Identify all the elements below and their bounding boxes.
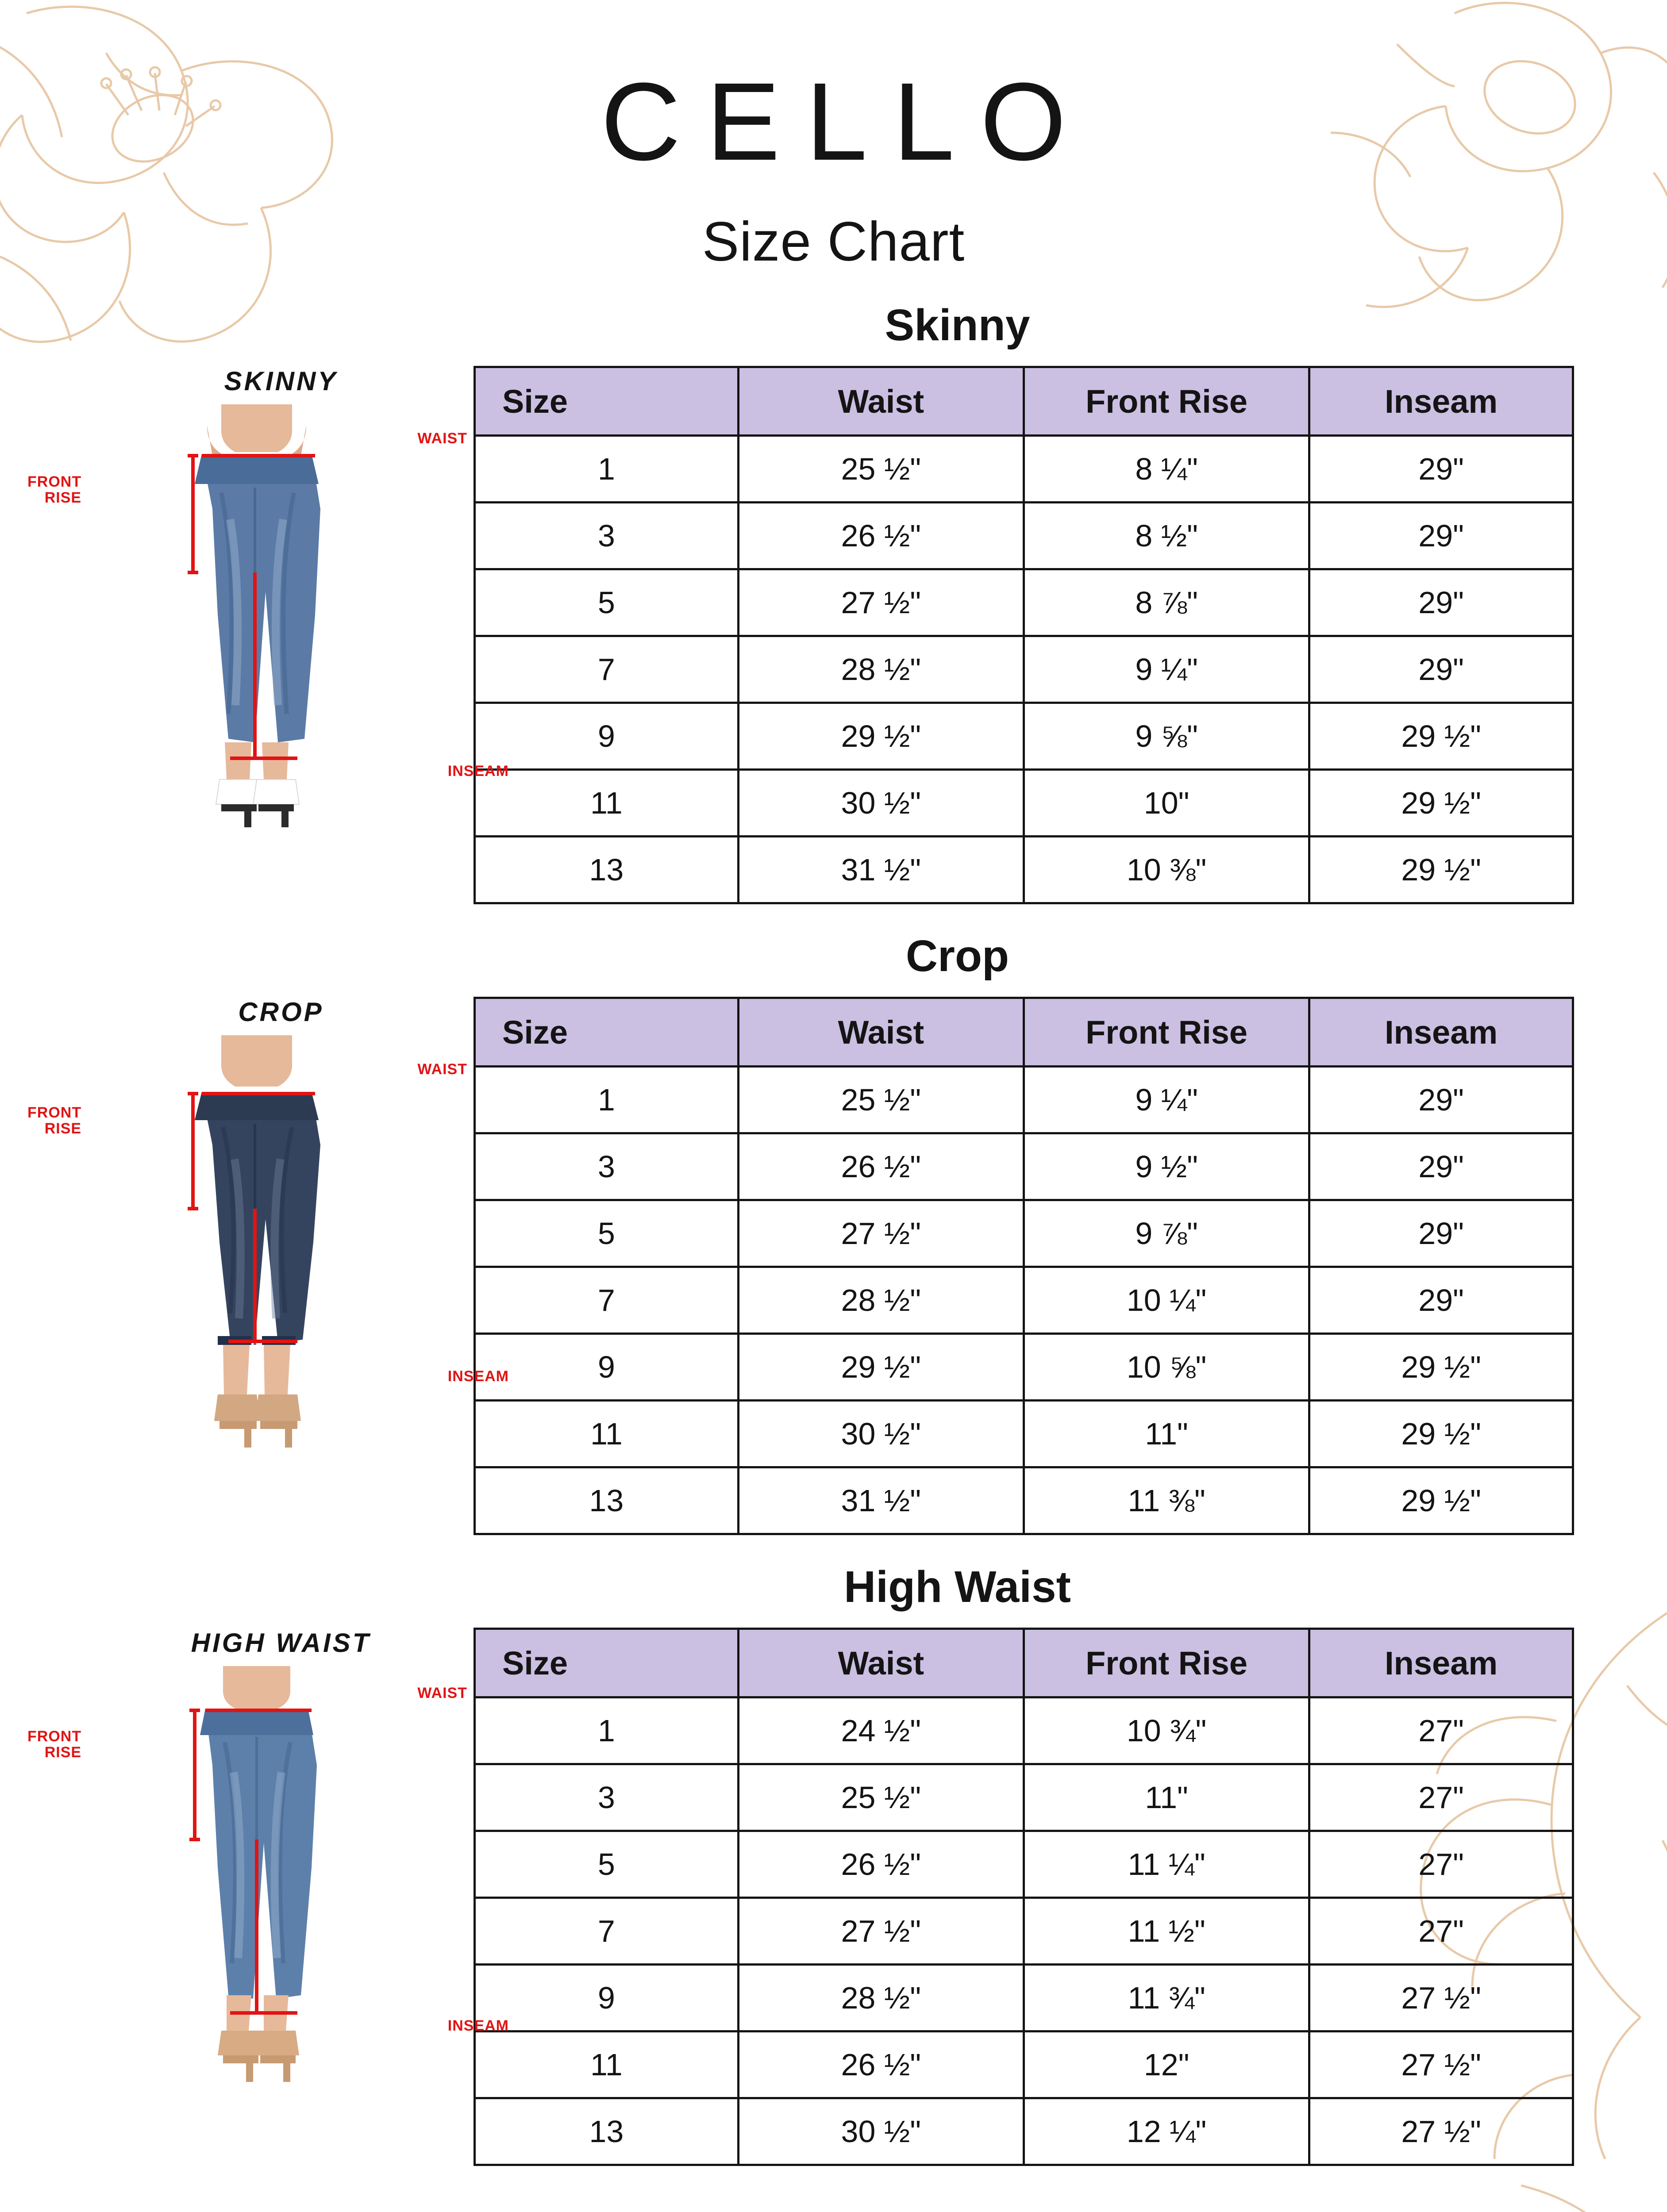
cell-waist: 25 ½" — [738, 1764, 1024, 1831]
cell-front-rise: 11 ¾" — [1024, 1965, 1309, 2032]
cell-waist: 29 ½" — [738, 1334, 1024, 1401]
figure-skinny — [0, 366, 509, 829]
cell-inseam: 27 ½" — [1309, 1965, 1573, 2032]
cell-size: 11 — [475, 2032, 739, 2098]
column-header-front-rise: Front Rise — [1024, 1629, 1309, 1697]
cell-inseam: 29" — [1309, 569, 1573, 636]
column-header-size: Size — [475, 367, 739, 436]
column-header-inseam: Inseam — [1309, 1629, 1573, 1697]
cell-waist: 30 ½" — [738, 2098, 1024, 2165]
figure-label-crop: CROP — [238, 997, 324, 1027]
table-row — [475, 1965, 1573, 2032]
table-row — [475, 1467, 1573, 1534]
cell-size: 5 — [475, 1200, 739, 1267]
cell-size: 11 — [475, 1401, 739, 1467]
cell-size: 9 — [475, 703, 739, 770]
cell-front-rise: 11 ⅜" — [1024, 1467, 1309, 1534]
size-table-high-waist — [474, 1628, 1574, 2166]
cell-waist: 25 ½" — [738, 436, 1024, 503]
column-header-waist: Waist — [738, 1629, 1024, 1697]
cell-size: 11 — [475, 770, 739, 837]
cell-size: 5 — [475, 1831, 739, 1898]
table-row — [475, 1067, 1573, 1133]
section-title-crop: Crop — [905, 931, 1009, 981]
size-table-crop — [474, 997, 1574, 1535]
size-table-skinny — [474, 366, 1574, 904]
cell-size: 1 — [475, 1697, 739, 1764]
cell-front-rise: 9 ⅝" — [1024, 703, 1309, 770]
cell-waist: 31 ½" — [738, 837, 1024, 903]
cell-inseam: 29 ½" — [1309, 837, 1573, 903]
cell-inseam: 29 ½" — [1309, 1467, 1573, 1534]
table-row — [475, 1764, 1573, 1831]
cell-size: 1 — [475, 1067, 739, 1133]
cell-waist: 27 ½" — [738, 1898, 1024, 1965]
column-header-size: Size — [475, 1629, 739, 1697]
table-row — [475, 837, 1573, 903]
measure-label-waist: WAIST — [417, 430, 467, 447]
cell-front-rise: 9 ¼" — [1024, 1067, 1309, 1133]
column-header-inseam: Inseam — [1309, 367, 1573, 436]
table-row — [475, 1697, 1573, 1764]
cell-inseam: 29" — [1309, 1267, 1573, 1334]
cell-inseam: 27" — [1309, 1831, 1573, 1898]
column-header-size: Size — [475, 998, 739, 1067]
cell-front-rise: 10 ¾" — [1024, 1697, 1309, 1764]
jeans-illustration-high-waist — [89, 1666, 425, 2091]
cell-inseam: 27 ½" — [1309, 2032, 1573, 2098]
table-header-row — [475, 998, 1573, 1067]
column-header-waist: Waist — [738, 998, 1024, 1067]
measure-label-inseam: INSEAM — [447, 763, 509, 780]
column-header-front-rise: Front Rise — [1024, 367, 1309, 436]
cell-waist: 26 ½" — [738, 1831, 1024, 1898]
table-row — [475, 1831, 1573, 1898]
cell-inseam: 29" — [1309, 503, 1573, 569]
table-row — [475, 770, 1573, 837]
cell-inseam: 27" — [1309, 1764, 1573, 1831]
measure-label-inseam: INSEAM — [447, 2017, 509, 2035]
measure-label-inseam: INSEAM — [447, 1368, 509, 1385]
cell-size: 7 — [475, 1898, 739, 1965]
page-subtitle: Size Chart — [702, 211, 965, 273]
cell-size: 7 — [475, 1267, 739, 1334]
cell-front-rise: 9 ⅞" — [1024, 1200, 1309, 1267]
cell-front-rise: 10 ⅜" — [1024, 837, 1309, 903]
cell-inseam: 27 ½" — [1309, 2098, 1573, 2165]
section-high-waist — [0, 1562, 1667, 2166]
cell-waist: 30 ½" — [738, 1401, 1024, 1467]
table-row — [475, 503, 1573, 569]
cell-size: 3 — [475, 1764, 739, 1831]
figure-label-skinny: SKINNY — [224, 366, 338, 396]
cell-size: 7 — [475, 636, 739, 703]
cell-front-rise: 8 ¼" — [1024, 436, 1309, 503]
jeans-illustration-skinny — [89, 404, 425, 829]
cell-inseam: 29" — [1309, 1067, 1573, 1133]
measure-label-waist: WAIST — [417, 1061, 467, 1078]
section-title-high-waist: High Waist — [844, 1562, 1071, 1612]
brand-title: CELLO — [601, 60, 1092, 183]
cell-inseam: 27" — [1309, 1697, 1573, 1764]
cell-inseam: 29 ½" — [1309, 1401, 1573, 1467]
cell-waist: 27 ½" — [738, 569, 1024, 636]
cell-waist: 26 ½" — [738, 503, 1024, 569]
table-row — [475, 569, 1573, 636]
cell-inseam: 29" — [1309, 1200, 1573, 1267]
table-row — [475, 636, 1573, 703]
figure-high-waist — [0, 1628, 509, 2091]
cell-waist: 26 ½" — [738, 2032, 1024, 2098]
cell-waist: 26 ½" — [738, 1133, 1024, 1200]
cell-size: 9 — [475, 1965, 739, 2032]
cell-front-rise: 11 ¼" — [1024, 1831, 1309, 1898]
measure-label-front-rise: FRONT RISE — [27, 473, 82, 506]
table-wrapper-high-waist — [474, 1628, 1667, 2166]
column-header-front-rise: Front Rise — [1024, 998, 1309, 1067]
measure-label-front-rise: FRONT RISE — [27, 1728, 82, 1761]
cell-waist: 30 ½" — [738, 770, 1024, 837]
section-title-skinny: Skinny — [885, 300, 1030, 350]
cell-front-rise: 9 ½" — [1024, 1133, 1309, 1200]
table-row — [475, 1898, 1573, 1965]
cell-front-rise: 10 ⅝" — [1024, 1334, 1309, 1401]
cell-size: 3 — [475, 1133, 739, 1200]
cell-size: 5 — [475, 569, 739, 636]
cell-front-rise: 8 ⅞" — [1024, 569, 1309, 636]
cell-waist: 28 ½" — [738, 636, 1024, 703]
table-row — [475, 2032, 1573, 2098]
cell-size: 13 — [475, 1467, 739, 1534]
cell-waist: 28 ½" — [738, 1267, 1024, 1334]
cell-waist: 28 ½" — [738, 1965, 1024, 2032]
cell-size: 9 — [475, 1334, 739, 1401]
cell-front-rise: 12 ¼" — [1024, 2098, 1309, 2165]
cell-front-rise: 12" — [1024, 2032, 1309, 2098]
cell-front-rise: 10 ¼" — [1024, 1267, 1309, 1334]
cell-front-rise: 11" — [1024, 1764, 1309, 1831]
table-row — [475, 1401, 1573, 1467]
section-crop — [0, 931, 1667, 1535]
column-header-waist: Waist — [738, 367, 1024, 436]
cell-size: 13 — [475, 2098, 739, 2165]
cell-inseam: 27" — [1309, 1898, 1573, 1965]
cell-front-rise: 11 ½" — [1024, 1898, 1309, 1965]
measure-label-front-rise: FRONT RISE — [27, 1104, 82, 1137]
cell-front-rise: 8 ½" — [1024, 503, 1309, 569]
jeans-illustration-crop — [89, 1035, 425, 1460]
cell-front-rise: 9 ¼" — [1024, 636, 1309, 703]
cell-size: 1 — [475, 436, 739, 503]
table-header-row — [475, 367, 1573, 436]
table-row — [475, 1200, 1573, 1267]
cell-inseam: 29" — [1309, 436, 1573, 503]
table-row — [475, 1133, 1573, 1200]
table-row — [475, 436, 1573, 503]
figure-label-high-waist: HIGH WAIST — [191, 1628, 371, 1658]
cell-front-rise: 11" — [1024, 1401, 1309, 1467]
cell-waist: 25 ½" — [738, 1067, 1024, 1133]
cell-inseam: 29 ½" — [1309, 703, 1573, 770]
cell-inseam: 29" — [1309, 636, 1573, 703]
cell-waist: 31 ½" — [738, 1467, 1024, 1534]
cell-waist: 27 ½" — [738, 1200, 1024, 1267]
table-row — [475, 1334, 1573, 1401]
cell-waist: 29 ½" — [738, 703, 1024, 770]
figure-crop — [0, 997, 509, 1460]
table-wrapper-skinny — [474, 366, 1667, 904]
cell-front-rise: 10" — [1024, 770, 1309, 837]
cell-inseam: 29 ½" — [1309, 1334, 1573, 1401]
cell-waist: 24 ½" — [738, 1697, 1024, 1764]
table-row — [475, 1267, 1573, 1334]
table-row — [475, 703, 1573, 770]
cell-size: 13 — [475, 837, 739, 903]
table-wrapper-crop — [474, 997, 1667, 1535]
table-row — [475, 2098, 1573, 2165]
column-header-inseam: Inseam — [1309, 998, 1573, 1067]
table-header-row — [475, 1629, 1573, 1697]
measure-label-waist: WAIST — [417, 1685, 467, 1701]
cell-inseam: 29" — [1309, 1133, 1573, 1200]
cell-inseam: 29 ½" — [1309, 770, 1573, 837]
cell-size: 3 — [475, 503, 739, 569]
section-skinny — [0, 300, 1667, 904]
